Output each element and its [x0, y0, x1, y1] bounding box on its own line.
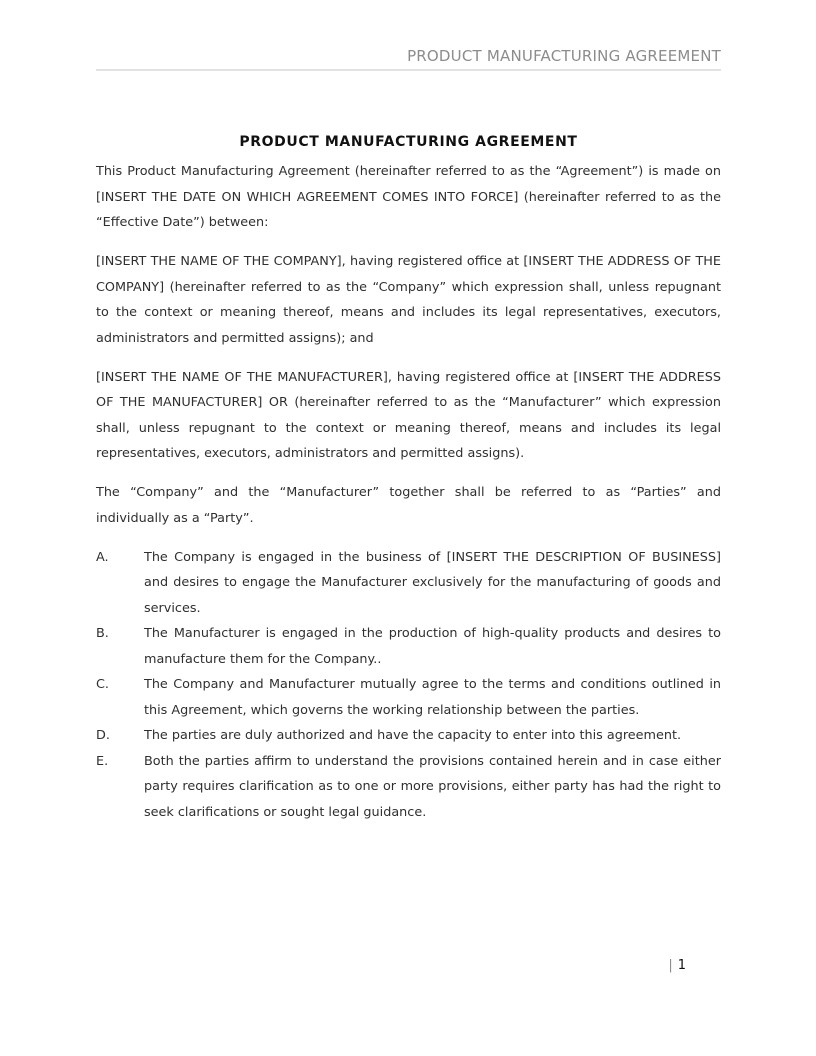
page-footer	[96, 955, 686, 976]
paragraph-parties: The “Company” and the “Manufacturer” together shall be referred to as “Parties” and individually as a “Party”.	[96, 485, 721, 526]
recitals-list	[96, 545, 721, 826]
footer-page-number: 1	[677, 958, 686, 973]
paragraph-preamble: This Product Manufacturing Agreement (hereinafter referred to as the “Agreement”) is made on [INSERT THE DATE ON WHICH AGREEMENT COMES INTO FORCE] (hereinafter referred to as the “Effective Date”) between:	[96, 164, 721, 230]
paragraph-company: [INSERT THE NAME OF THE COMPANY], having registered office at [INSERT THE ADDRESS OF THE COMPANY] (hereinafter referred to as the “Company” which expression shall, unless repugnant to the context or meaning thereof, means and includes its legal representatives, executors, administrators and permitted assigns); and	[96, 254, 721, 346]
recital-marker: A.	[96, 549, 109, 565]
recital-marker: C.	[96, 677, 110, 692]
recital-item-b	[96, 621, 721, 672]
recital-text: The Company and Manufacturer mutually agree to the terms and conditions outlined in this Agreement, which governs the working relationship between the parties.	[144, 677, 721, 718]
recital-text: Both the parties affirm to understand the provisions contained herein and in case either party requires clarification as to one or more provisions, either party has had the right to seek clarifications or sought legal guidance.	[144, 753, 721, 820]
recital-item-d	[96, 723, 721, 749]
document-body	[96, 133, 721, 825]
recital-item-e	[96, 749, 721, 826]
document-title: PRODUCT MANUFACTURING AGREEMENT	[239, 134, 578, 150]
header-title: PRODUCT MANUFACTURING AGREEMENT	[407, 47, 721, 65]
recital-marker: D.	[96, 728, 110, 743]
footer-separator: |	[668, 958, 673, 973]
recital-marker: E.	[96, 753, 109, 769]
page-header	[96, 0, 721, 71]
recital-text: The parties are duly authorized and have the capacity to enter into this agreement.	[144, 728, 682, 743]
recital-text: The Company is engaged in the business of [INSERT THE DESCRIPTION OF BUSINESS] and desires to engage the Manufacturer exclusively for the manufacturing of goods and services.	[144, 549, 721, 616]
paragraph-manufacturer: [INSERT THE NAME OF THE MANUFACTURER], having registered office at [INSERT THE ADDRESS OF THE MANUFACTURER] OR (hereinafter referred to as the “Manufacturer” which expression shall, unless repugnant to the context or meaning thereof, means and includes its legal representatives, executors, administrators and permitted assigns).	[96, 369, 721, 461]
recital-marker: B.	[96, 626, 109, 641]
recital-item-c	[96, 672, 721, 723]
recital-item-a	[96, 545, 721, 622]
recital-text: The Manufacturer is engaged in the production of high-quality products and desires to manufacture them for the Company..	[144, 626, 721, 667]
